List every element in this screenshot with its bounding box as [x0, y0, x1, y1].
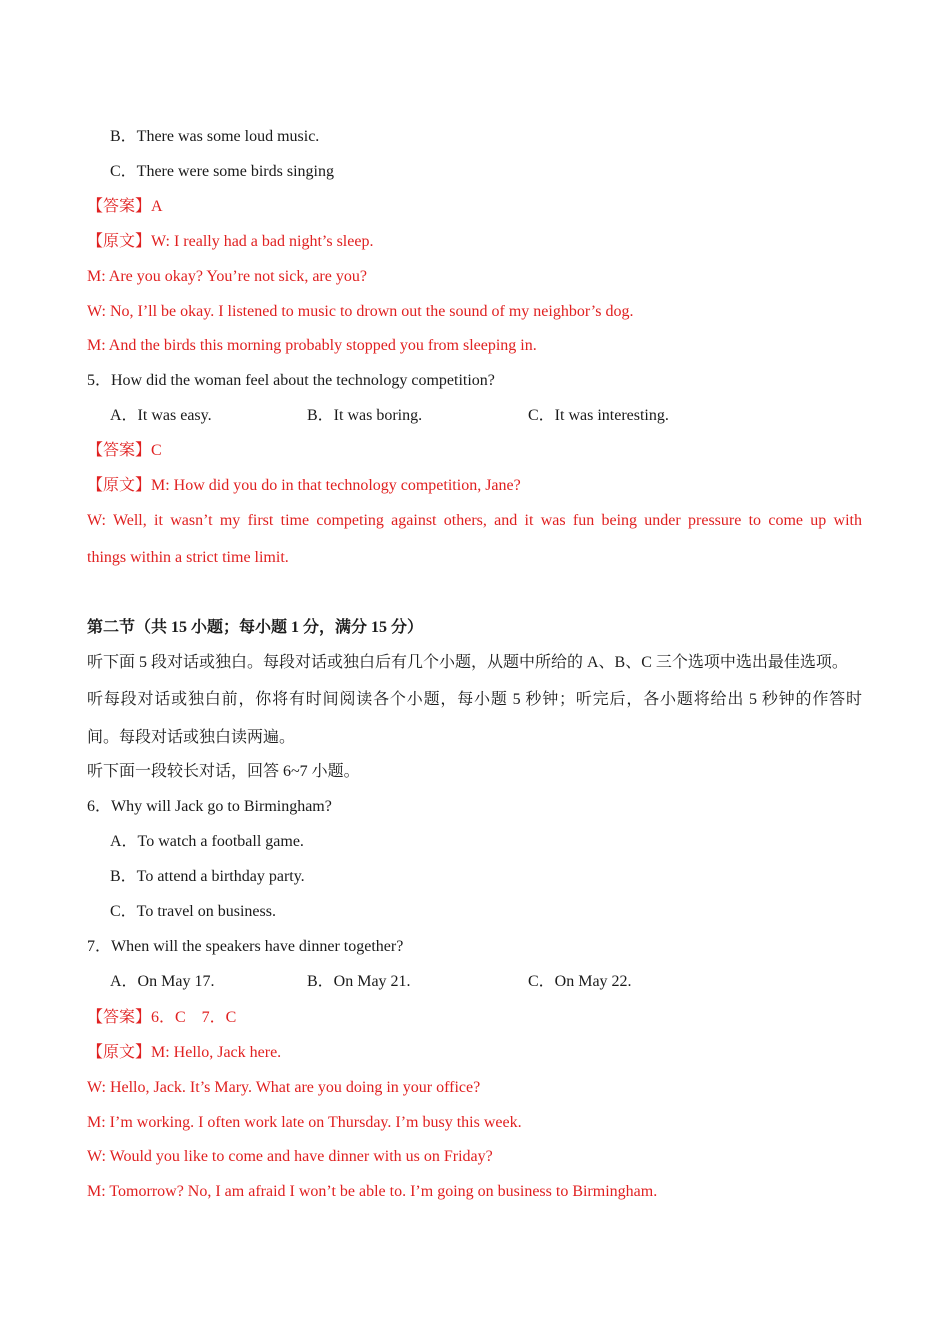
section-heading: 第二节（共 15 小题；每小题 1 分，满分 15 分） — [87, 619, 424, 636]
section-instructions: 听每段对话或独白前，你将有时间阅读各个小题，每小题 5 秒钟；听完后，各小题将给出 5 秒钟的作答时 — [87, 691, 862, 708]
q4-answer: 【答案】A — [87, 198, 163, 215]
q6-option-c: C．To travel on business. — [110, 903, 276, 920]
q5-transcript-line: 【原文】M: How did you do in that technology competition, Jane? — [87, 477, 521, 494]
q6-option-a: A．To watch a football game. — [110, 833, 304, 850]
q4-transcript-line: M: Are you okay? You’re not sick, are you? — [87, 268, 367, 285]
q7-question: 7．When will the speakers have dinner together? — [87, 938, 404, 955]
section-instructions: 听下面 5 段对话或独白。每段对话或独白后有几个小题，从题中所给的 A、B、C 三个选项中选出最佳选项。 — [87, 654, 848, 671]
q6-7-transcript-line: 【原文】M: Hello, Jack here. — [87, 1044, 282, 1061]
q6-7-transcript-line: W: Hello, Jack. It’s Mary. What are you doing in your office? — [87, 1079, 481, 1096]
q6-7-transcript-line: W: Would you like to come and have dinner with us on Friday? — [87, 1148, 493, 1165]
q5-question: 5．How did the woman feel about the technology competition? — [87, 372, 495, 389]
q5-option-a: A．It was easy. — [110, 407, 212, 424]
q4-transcript-line: M: And the birds this morning probably stopped you from sleeping in. — [87, 337, 537, 354]
q4-option-c: C．There were some birds singing — [110, 163, 334, 180]
q6-option-b: B．To attend a birthday party. — [110, 868, 305, 885]
q7-option-a: A．On May 17. — [110, 973, 215, 990]
q7-option-c: C．On May 22. — [528, 973, 632, 990]
q5-transcript-line: things within a strict time limit. — [87, 549, 289, 566]
section-prompt: 听下面一段较长对话，回答 6~7 小题。 — [87, 763, 360, 780]
section-instructions: 间。每段对话或独白读两遍。 — [87, 729, 296, 746]
q6-7-transcript-line: M: I’m working. I often work late on Thursday. I’m busy this week. — [87, 1114, 522, 1131]
q7-option-b: B．On May 21. — [307, 973, 411, 990]
q6-question: 6．Why will Jack go to Birmingham? — [87, 798, 332, 815]
q5-answer: 【答案】C — [87, 442, 162, 459]
q5-option-c: C．It was interesting. — [528, 407, 669, 424]
q4-option-b: B．There was some loud music. — [110, 128, 320, 145]
q5-transcript-line: W: Well, it wasn’t my first time competing against others, and it was fun being under pressure to come up with — [87, 512, 862, 529]
q4-transcript-line: W: No, I’ll be okay. I listened to music to drown out the sound of my neighbor’s dog. — [87, 303, 634, 320]
q6-7-answer: 【答案】6．C 7．C — [87, 1009, 237, 1026]
q4-transcript-line: 【原文】W: I really had a bad night’s sleep. — [87, 233, 374, 250]
q5-option-b: B．It was boring. — [307, 407, 423, 424]
q6-7-transcript-line: M: Tomorrow? No, I am afraid I won’t be able to. I’m going on business to Birmingham. — [87, 1183, 658, 1200]
